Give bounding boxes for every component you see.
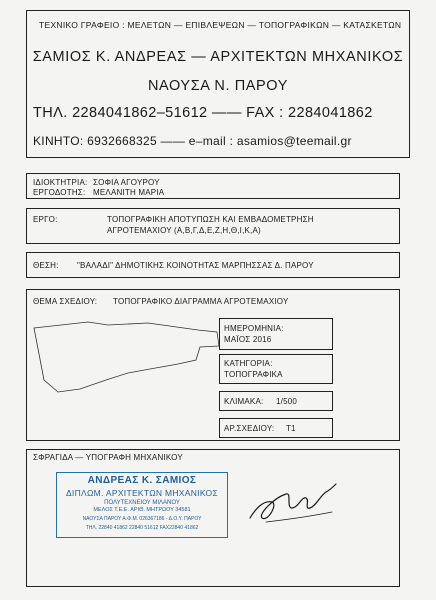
stamp-line-title: ΔΙΠΛΩΜ. ΑΡΧΙΤΕΚΤΩΝ ΜΗΧΑΝΙΚΟΣ bbox=[65, 488, 219, 498]
header-block bbox=[26, 10, 410, 158]
mobile-email: ΚΙΝΗΤΟ: 6932668325 —— e–mail : asamios@teemail.gr bbox=[33, 134, 352, 148]
engineer-stamp bbox=[56, 472, 228, 538]
stamp-line-school: ΠΟΛΥΤΕΧΝΕΙΟΥ ΜΙΛΑΝΟΥ bbox=[104, 500, 180, 506]
stamp-line-name: ΑΝΔΡΕΑΣ Κ. ΣΑΜΙΟΣ bbox=[87, 475, 197, 486]
office-address: ΝΑΟΥΣΑ Ν. ΠΑΡΟΥ bbox=[147, 78, 288, 94]
handwritten-signature bbox=[246, 478, 338, 526]
category-label: ΚΑΤΗΓΟΡΙΑ: bbox=[224, 359, 273, 368]
location-label: ΘΕΣΗ: bbox=[33, 261, 59, 270]
date-label: ΗΜΕΡΟΜΗΝΙΑ: bbox=[224, 324, 284, 333]
project-line2: ΑΓΡΟΤΕΜΑΧΙΟΥ (Α,Β,Γ,Δ,Ε,Ζ,Η,Θ,Ι,Κ,Α) bbox=[107, 226, 261, 235]
project-label: ΕΡΓΟ: bbox=[33, 215, 58, 224]
owner-label: ΙΔΙΟΚΤΗΤΡΙΑ: bbox=[33, 178, 88, 187]
date-value: ΜΑΪΟΣ 2016 bbox=[224, 335, 272, 344]
category-value: ΤΟΠΟΓΡΑΦΙΚΑ bbox=[224, 370, 283, 379]
parcel-outline bbox=[28, 320, 222, 394]
stamp-line-tax: ΝΑΟΥΣΑ ΠΑΡΟΥ Α.Φ.Μ. 026367186 - Δ.Ο.Υ. ΠΑΡΟΥ bbox=[82, 516, 202, 522]
employer-value: ΜΕΛΑΝΙΤΗ ΜΑΡΙΑ bbox=[93, 188, 165, 197]
stamp-line-phone: ΤΗΛ. 22840 41862 22840 51612 FAX22840 41862 bbox=[85, 525, 199, 531]
office-description: ΤΕΧΝΙΚΟ ΓΡΑΦΕΙΟ : ΜΕΛΕΤΩΝ — ΕΠΙΒΛΕΨΕΩΝ — ΤΟΠΟΓΡΑΦΙΚΩΝ — ΚΑΤΑΣΚΕΤΩΝ bbox=[39, 20, 402, 30]
engineer-name: ΣΑΜΙΟΣ Κ. ΑΝΔΡΕΑΣ — ΑΡΧΙΤΕΚΤΩΝ ΜΗΧΑΝΙΚΟΣ bbox=[32, 49, 404, 65]
drawing-number-label: ΑΡ.ΣΧΕΔΙΟΥ: bbox=[224, 424, 275, 433]
category-box bbox=[219, 354, 333, 384]
drawing-number-value: Τ1 bbox=[286, 424, 296, 433]
location-block bbox=[26, 252, 400, 278]
scale-box bbox=[219, 391, 333, 411]
scale-value: 1/500 bbox=[276, 397, 298, 406]
project-line1: ΤΟΠΟΓΡΑΦΙΚΗ ΑΠΟΤΥΠΩΣΗ ΚΑΙ ΕΜΒΑΔΟΜΕΤΡΗΣΗ bbox=[107, 215, 314, 224]
date-box bbox=[219, 318, 333, 350]
scale-label: ΚΛΙΜΑΚΑ: bbox=[224, 397, 264, 406]
owner-value: ΣΟΦΙΑ ΑΓΟΥΡΟΥ bbox=[93, 178, 160, 187]
project-block bbox=[26, 208, 400, 244]
drawing-number-box bbox=[219, 418, 333, 438]
subject-value: ΤΟΠΟΓΡΑΦΙΚΟ ΔΙΑΓΡΑΜΜΑ ΑΓΡΟΤΕΜΑΧΙΟΥ bbox=[113, 297, 289, 306]
subject-label: ΘΕΜΑ ΣΧΕΔΙΟΥ: bbox=[33, 297, 98, 306]
stamp-line-membership: ΜΕΛΟΣ Τ.Ε.Ε. ΑΡΙΘ. ΜΗΤΡΩΟΥ 34581 bbox=[93, 507, 191, 513]
owners-block bbox=[26, 173, 400, 199]
employer-label: ΕΡΓΟΔΟΤΗΣ: bbox=[33, 188, 86, 197]
stamp-section-label: ΣΦΡΑΓΙΔΑ — ΥΠΟΓΡΑΦΗ ΜΗΧΑΝΙΚΟΥ bbox=[33, 453, 183, 462]
location-value: "ΒΑΛΑΔΙ" ΔΗΜΟΤΙΚΗΣ ΚΟΙΝΟΤΗΤΑΣ ΜΑΡΠΗΣΣΑΣ Δ. ΠΑΡΟΥ bbox=[77, 261, 314, 270]
tel-fax: ΤΗΛ. 2284041862–51612 —— FAX : 2284041862 bbox=[33, 105, 373, 121]
